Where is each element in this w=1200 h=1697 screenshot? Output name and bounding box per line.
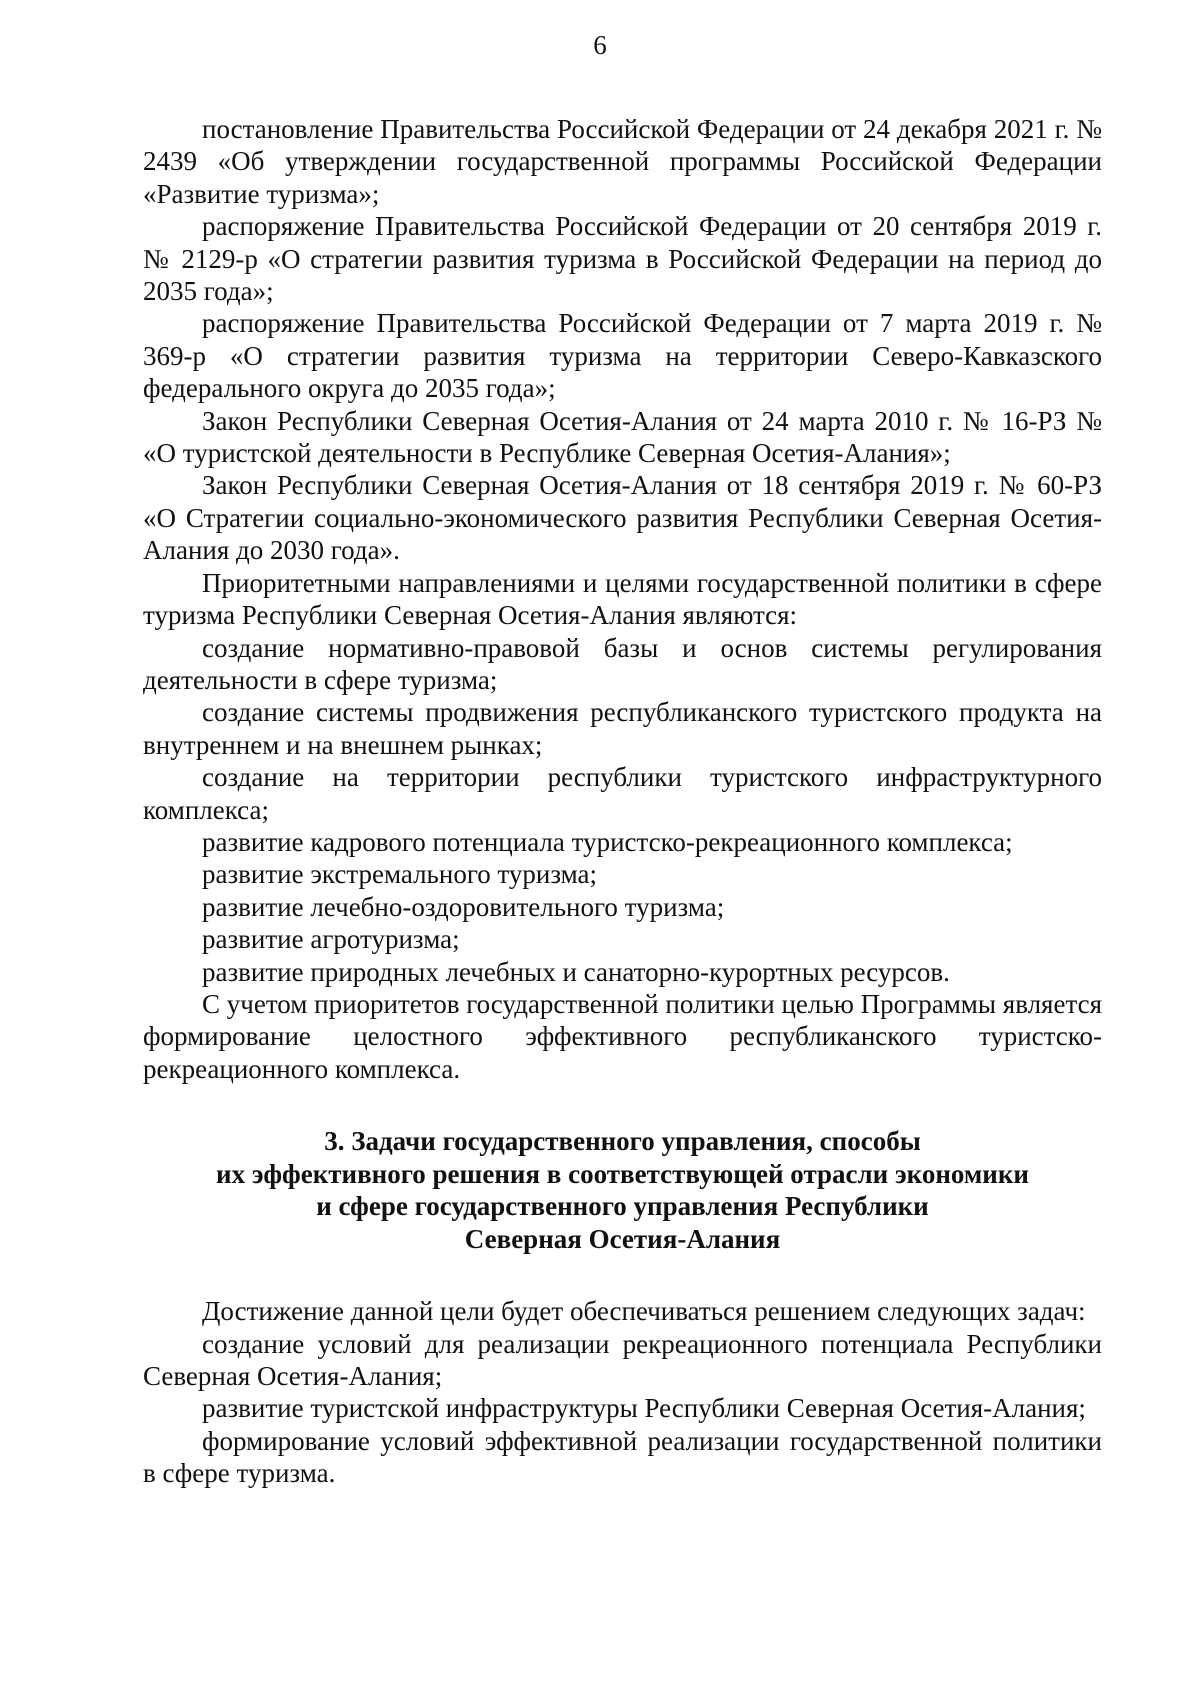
section-heading: [143, 1125, 1102, 1255]
paragraph-tasks-intro: Достижение данной цели будет обеспечиваться решением следующих задач:: [202, 1296, 1086, 1327]
section-heading-line: 3. Задачи государственного управления, способы: [324, 1126, 921, 1157]
paragraph-gov-decree-2439: постановление Правительства Российской Федерации от 24 декабря 2021 г. № 2439 «Об утверждении государственной программы Российской Федерации «Развитие туризма»;: [143, 114, 1102, 209]
list-item-priority: создание системы продвижения республиканского туристского продукта на внутреннем и на внешнем рынках;: [143, 697, 1102, 760]
section-heading-line: и сфере государственного управления Республики: [316, 1191, 929, 1222]
list-item-task: формирование условий эффективной реализации государственной политики в сфере туризма.: [143, 1425, 1102, 1489]
paragraph-gov-order-2129: распоряжение Правительства Российской Федерации от 20 сентября 2019 г. № 2129-р «О стратегии развития туризма в Российской Федерации на период до 2035 года»;: [143, 211, 1102, 307]
list-item-priority: развитие кадрового потенциала туристско-рекреационного комплекса;: [202, 826, 1013, 857]
section-heading-line: их эффективного решения в соответствующей отрасли экономики: [216, 1158, 1029, 1189]
paragraph-priorities-intro: Приоритетными направлениями и целями государственной политики в сфере туризма Республики Северная Осетия-Алания являются:: [143, 567, 1102, 631]
list-item-priority: развитие лечебно-оздоровительного туризма;: [202, 891, 725, 922]
section-heading-line: Северная Осетия-Алания: [464, 1223, 781, 1254]
paragraph-law-16-rz: Закон Республики Северная Осетия-Алания от 24 марта 2010 г. № 16-РЗ № «О туристской деятельности в Республике Северная Осетия-Алания»;: [143, 405, 1102, 469]
list-item-priority: создание на территории республики туристского инфраструктурного комплекса;: [143, 762, 1102, 825]
list-item-task: создание условий для реализации рекреационного потенциала Республики Северная Осетия-Алания;: [143, 1328, 1102, 1391]
list-item-priority: развитие экстремального туризма;: [202, 859, 598, 890]
document-body: [143, 113, 1102, 1490]
list-item-priority: создание нормативно-правовой базы и основ системы регулирования деятельности в сфере туризма;: [143, 632, 1102, 695]
paragraph-gov-order-369: распоряжение Правительства Российской Федерации от 7 марта 2019 г. № 369-р «О стратегии развития туризма на территории Северо-Кавказского федерального округа до 2035 года»;: [143, 308, 1102, 404]
list-item-priority: развитие агротуризма;: [202, 924, 460, 955]
paragraph-law-60-rz: Закон Республики Северная Осетия-Алания от 18 сентября 2019 г. № 60-РЗ «О Стратегии социально-экономического развития Республики Северная Осетия-Алания до 2030 года».: [143, 470, 1102, 566]
list-item-priority: развитие природных лечебных и санаторно-курортных ресурсов.: [202, 956, 950, 987]
paragraph-program-goal: С учетом приоритетов государственной политики целью Программы является формирование целостного эффективного республиканского туристско-рекреационного комплекса.: [143, 988, 1102, 1084]
page-number: 6: [593, 30, 607, 60]
list-item-task: развитие туристской инфраструктуры Республики Северная Осетия-Алания;: [202, 1393, 1086, 1424]
